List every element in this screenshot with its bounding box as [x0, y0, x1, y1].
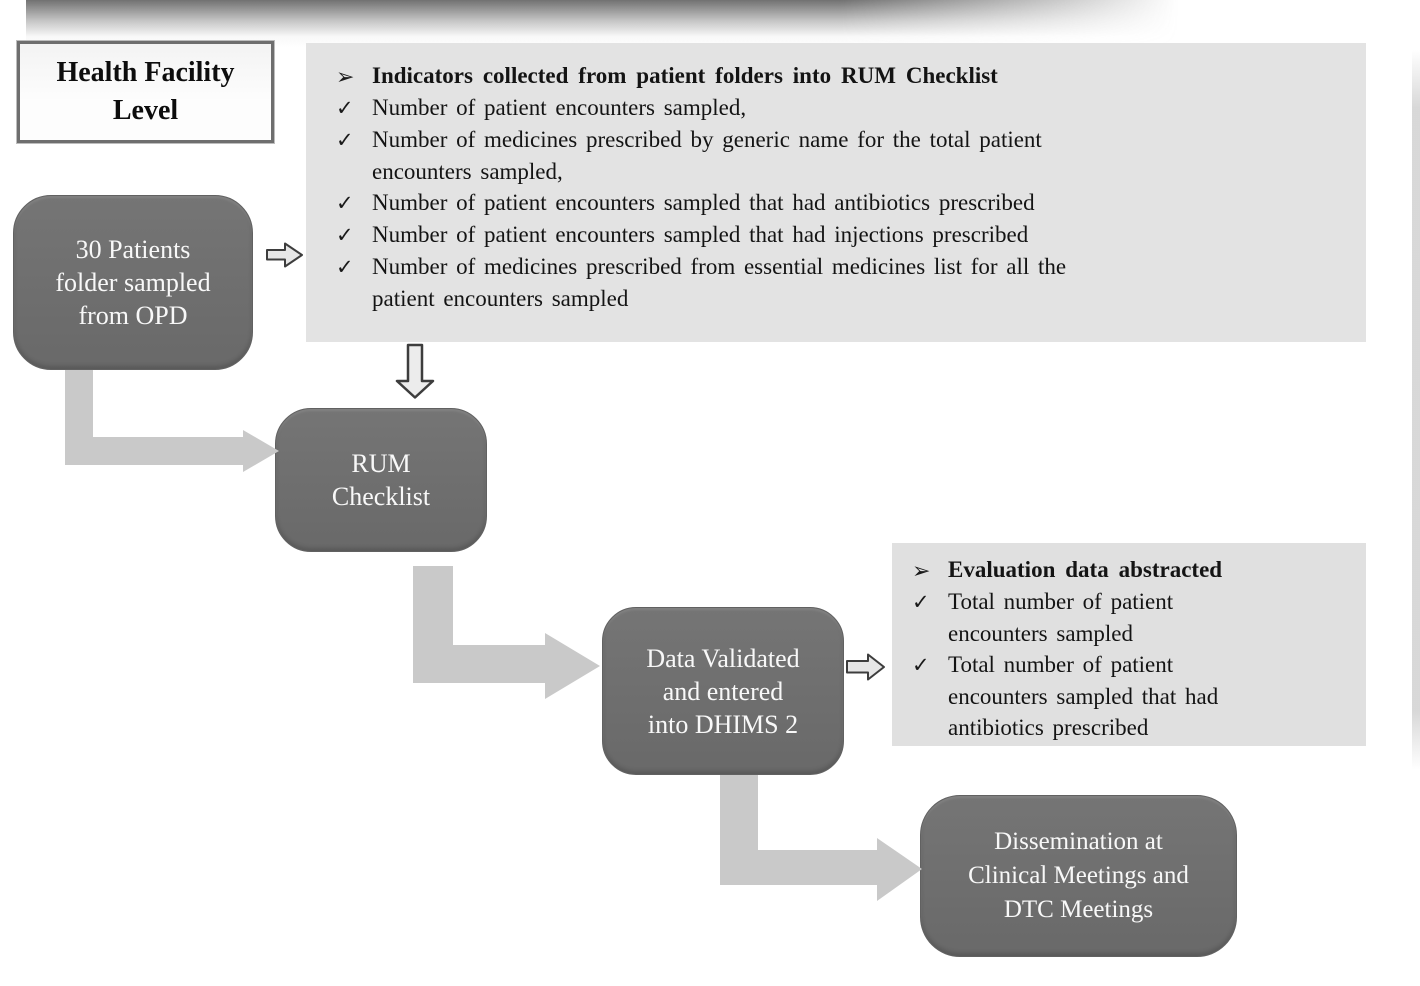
check-bullet-icon: ✓: [336, 191, 354, 215]
node-line: Dissemination at: [994, 828, 1163, 855]
evaluation-item-continuation: [912, 618, 1352, 649]
hollow-right-arrow-patients-to-indicators-icon: [267, 244, 302, 267]
elbow-arrow-dhims-to-dissemination: [720, 775, 922, 901]
indicator-item-text: Number of medicines prescribed by generic name for the total patient: [372, 127, 1042, 152]
node-line: Clinical Meetings and: [968, 862, 1189, 889]
node-line: RUM: [351, 449, 411, 478]
indicators-heading-text: Indicators collected from patient folders into RUM Checklist: [372, 63, 998, 88]
node-line: Data Validated: [646, 643, 800, 673]
node-line: DTC Meetings: [1003, 896, 1154, 923]
check-bullet-icon: ✓: [912, 590, 930, 614]
indicators-panel: [306, 43, 1366, 342]
elbow-arrow-patients-to-rum: [65, 370, 279, 472]
health-facility-level-line1: Health Facility: [56, 57, 235, 88]
node-line: and entered: [662, 676, 784, 706]
evaluation-heading: [912, 554, 1352, 586]
hollow-down-arrow-indicators-to-rum-icon: [397, 345, 433, 398]
evaluation-item-continuation: [912, 681, 1352, 712]
node-line: folder sampled: [55, 268, 211, 297]
indicator-item: [336, 124, 1342, 156]
indicator-item: [336, 92, 1342, 124]
node-line: from OPD: [78, 301, 188, 330]
empty-bullet: [912, 712, 948, 713]
indicator-item-continuation: [336, 156, 1342, 187]
evaluation-item-text: Total number of patient: [948, 652, 1174, 677]
check-bullet-icon: ✓: [336, 255, 354, 279]
pointer-bullet-icon: ➢: [336, 64, 355, 89]
indicator-item: [336, 219, 1342, 251]
empty-bullet: [912, 681, 948, 682]
indicator-item-text: encounters sampled,: [372, 159, 563, 184]
indicator-item-text: Number of patient encounters sampled that had antibiotics prescribed: [372, 190, 1035, 215]
top-shadow-band: [26, 0, 1190, 47]
evaluation-item-text: antibiotics prescribed: [948, 715, 1149, 740]
evaluation-item-text: Total number of patient: [948, 589, 1174, 614]
node-30-patients-folder: [13, 195, 253, 370]
check-bullet-icon: ✓: [912, 653, 930, 677]
indicator-item: [336, 251, 1342, 283]
hollow-right-arrow-dhims-to-evaluation-icon: [847, 655, 884, 680]
check-bullet-icon: ✓: [336, 128, 354, 152]
indicator-item-text: Number of patient encounters sampled,: [372, 95, 747, 120]
evaluation-heading-text: Evaluation data abstracted: [948, 557, 1223, 582]
indicator-item: [336, 187, 1342, 219]
evaluation-panel: [892, 543, 1366, 746]
right-edge-shadow: [1412, 50, 1420, 770]
empty-bullet: [336, 283, 372, 284]
node-line: 30 Patients: [75, 235, 191, 264]
node-line: Checklist: [331, 482, 431, 511]
empty-bullet: [912, 618, 948, 619]
node-rum-checklist: [275, 408, 487, 552]
evaluation-item-text: encounters sampled: [948, 621, 1134, 646]
indicators-heading: [336, 60, 1342, 92]
health-facility-level-box: [17, 41, 274, 143]
evaluation-item: [912, 649, 1352, 681]
evaluation-item-continuation: [912, 712, 1352, 743]
indicator-item-continuation: [336, 283, 1342, 314]
evaluation-item-text: encounters sampled that had: [948, 684, 1219, 709]
node-line: into DHIMS 2: [647, 709, 799, 739]
node-dissemination-meetings: [920, 795, 1237, 957]
pointer-bullet-icon: ➢: [912, 558, 931, 583]
evaluation-item: [912, 586, 1352, 618]
check-bullet-icon: ✓: [336, 96, 354, 120]
check-bullet-icon: ✓: [336, 223, 354, 247]
empty-bullet: [336, 156, 372, 157]
health-facility-level-line2: Level: [112, 95, 179, 126]
node-data-validated-dhims2: [602, 607, 844, 775]
indicator-item-text: Number of medicines prescribed from essential medicines list for all the: [372, 254, 1067, 279]
elbow-arrow-rum-to-dhims: [413, 566, 600, 699]
indicator-item-text: Number of patient encounters sampled that had injections prescribed: [372, 222, 1029, 247]
indicator-item-text: patient encounters sampled: [372, 286, 629, 311]
